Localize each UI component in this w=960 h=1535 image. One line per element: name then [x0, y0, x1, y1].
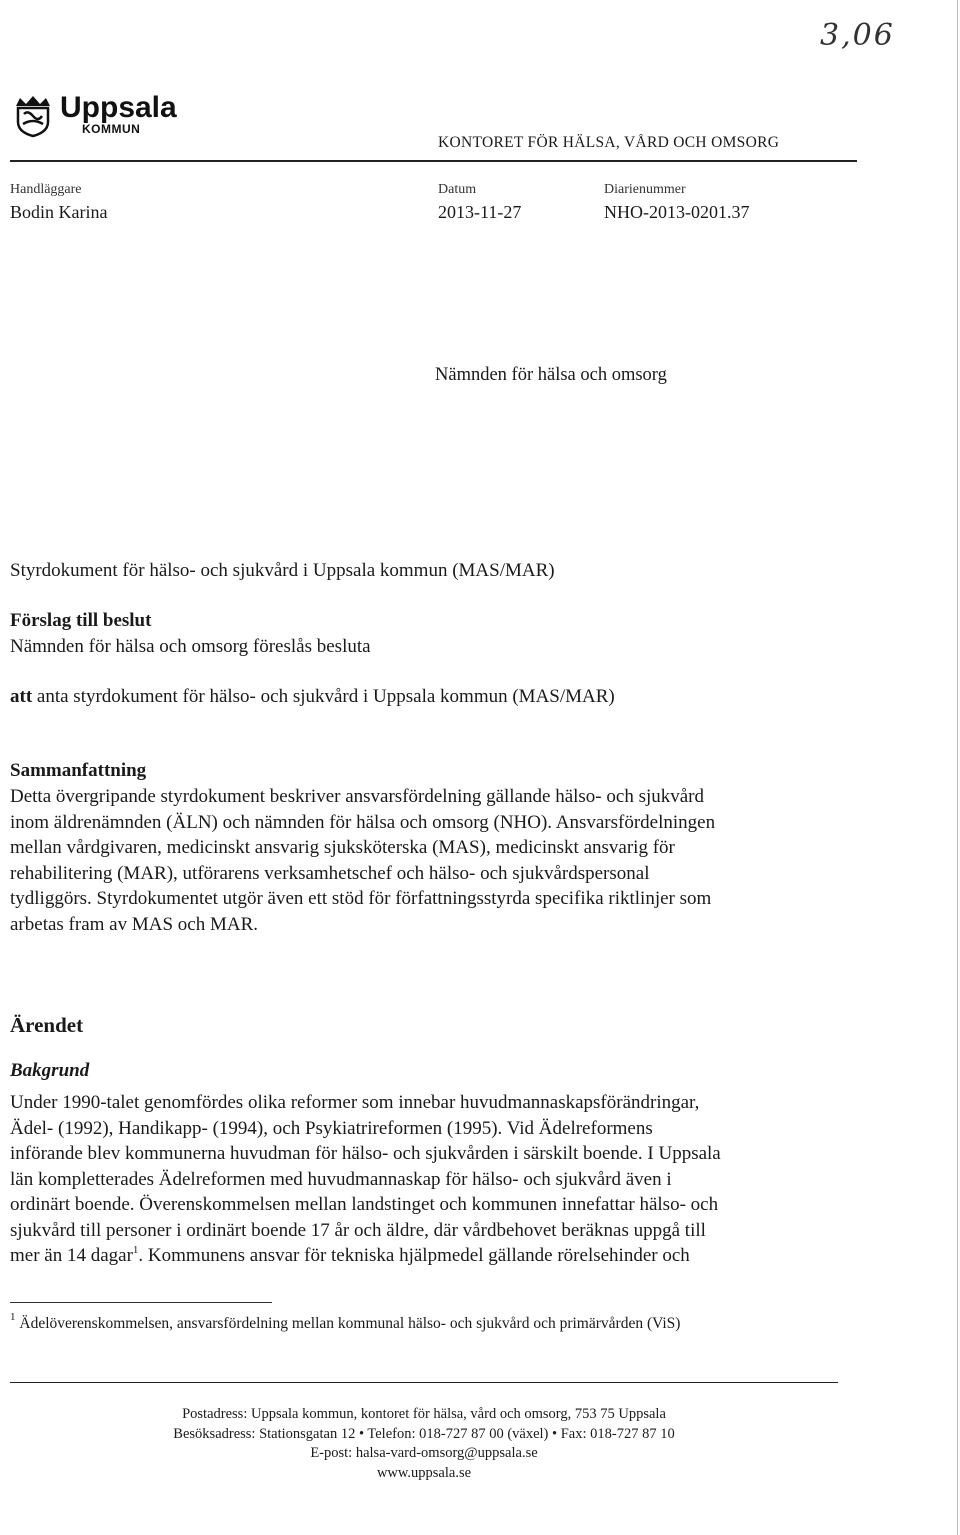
summary-line: Detta övergripande styrdokument beskriver ansvarsfördelning gällande hälso- och sjukvård	[10, 786, 705, 807]
diarienummer-label: Diarienummer	[604, 182, 686, 197]
summary-line: arbetas fram av MAS och MAR.	[10, 913, 259, 935]
footnote-text: Ädelöverenskommelsen, ansvarsfördelning mellan kommunal hälso- och sjukvård och primärvården (ViS)	[19, 1315, 681, 1332]
proposal-heading: Förslag till beslut	[10, 610, 152, 631]
footer-web: www.uppsala.se	[376, 1464, 472, 1481]
line-text: . Kommunens ansvar för tekniska hjälpmedel gällande rörelsehinder och	[138, 1245, 690, 1266]
bakgrund-line: län kompletterades Ädelreformen med huvudmannaskap för hälso- och sjukvård även i	[10, 1168, 672, 1190]
recipient: Nämnden för hälsa och omsorg	[435, 365, 667, 385]
diarienummer-value: NHO-2013-0201.37	[604, 202, 750, 222]
summary-paragraph	[10, 784, 890, 937]
bakgrund-line: Ädel- (1992), Handikapp- (1994), och Psykiatrireformen (1995). Vid Ädelreformens	[10, 1117, 653, 1139]
bakgrund-line: införande blev kommunerna huvudman för hälso- och sjukvården i särskilt boende. I Uppsala	[10, 1143, 721, 1164]
header-divider	[10, 160, 857, 162]
scan-edge	[957, 0, 958, 1535]
decision-text: anta styrdokument för hälso- och sjukvård i Uppsala kommun (MAS/MAR)	[32, 686, 615, 707]
summary-line: mellan vårdgivaren, medicinskt ansvarig sjuksköterska (MAS), medicinskt ansvarig för	[10, 837, 675, 858]
att-keyword: att	[10, 686, 33, 707]
summary-line: inom äldrenämnden (ÄLN) och nämnden för hälsa och omsorg (NHO). Ansvarsfördelningen	[10, 811, 716, 833]
proposal-text: Nämnden för hälsa och omsorg föreslås besluta	[10, 636, 371, 657]
footer-postal: Postadress: Uppsala kommun, kontoret för hälsa, vård och omsorg, 753 75 Uppsala	[182, 1406, 666, 1422]
uppsala-logo	[10, 92, 177, 138]
uppsala-crest-icon	[10, 92, 56, 138]
bakgrund-line: sjukvård till personer i ordinärt boende 17 år och äldre, där vårdbehovet beräknas uppgå till	[10, 1219, 706, 1241]
handlaggare-label: Handläggare	[10, 182, 82, 197]
office-name: KONTORET FÖR HÄLSA, VÅRD OCH OMSORG	[438, 134, 780, 151]
summary-line: tydliggörs. Styrdokumentet utgör även ett stöd för författningsstyrda specifika riktlinjer som	[10, 888, 712, 909]
proposal-decision	[10, 686, 615, 708]
footer-divider	[10, 1382, 838, 1383]
arendet-heading: Ärendet	[10, 1013, 84, 1037]
bakgrund-line: Under 1990-talet genomfördes olika reformer som innebar huvudmannaskapsförändringar,	[10, 1092, 700, 1113]
summary-line: rehabilitering (MAR), utförarens verksamhetschef och hälso- och sjukvårdspersonal	[10, 862, 650, 884]
handlaggare-value: Bodin Karina	[10, 202, 108, 222]
bakgrund-paragraph	[10, 1090, 890, 1269]
line-text: mer än 14 dagar	[10, 1245, 133, 1266]
logo-subtitle: KOMMUN	[82, 122, 141, 136]
bakgrund-line: ordinärt boende. Överenskommelsen mellan landstinget och kommunen innefattar hälso- och	[10, 1194, 719, 1215]
footer	[10, 1405, 838, 1483]
logo-wordmark: Uppsala	[60, 91, 177, 124]
datum-label: Datum	[438, 182, 477, 197]
bakgrund-line	[10, 1243, 890, 1269]
footnote-reference: 1	[132, 1244, 139, 1256]
bakgrund-heading: Bakgrund	[10, 1060, 90, 1081]
document-title: Styrdokument för hälso- och sjukvård i Uppsala kommun (MAS/MAR)	[10, 560, 555, 581]
footer-email: E-post: halsa-vard-omsorg@uppsala.se	[310, 1445, 538, 1461]
handwritten-annotation: 3,06	[820, 18, 895, 53]
footnote-divider	[10, 1302, 272, 1303]
footnote	[10, 1311, 681, 1333]
summary-heading: Sammanfattning	[10, 760, 147, 781]
footer-visit: Besöksadress: Stationsgatan 12 • Telefon: 018-727 87 00 (växel) • Fax: 018-727 87 10	[173, 1425, 675, 1442]
footnote-number: 1	[10, 1311, 16, 1323]
datum-value: 2013-11-27	[438, 202, 522, 222]
